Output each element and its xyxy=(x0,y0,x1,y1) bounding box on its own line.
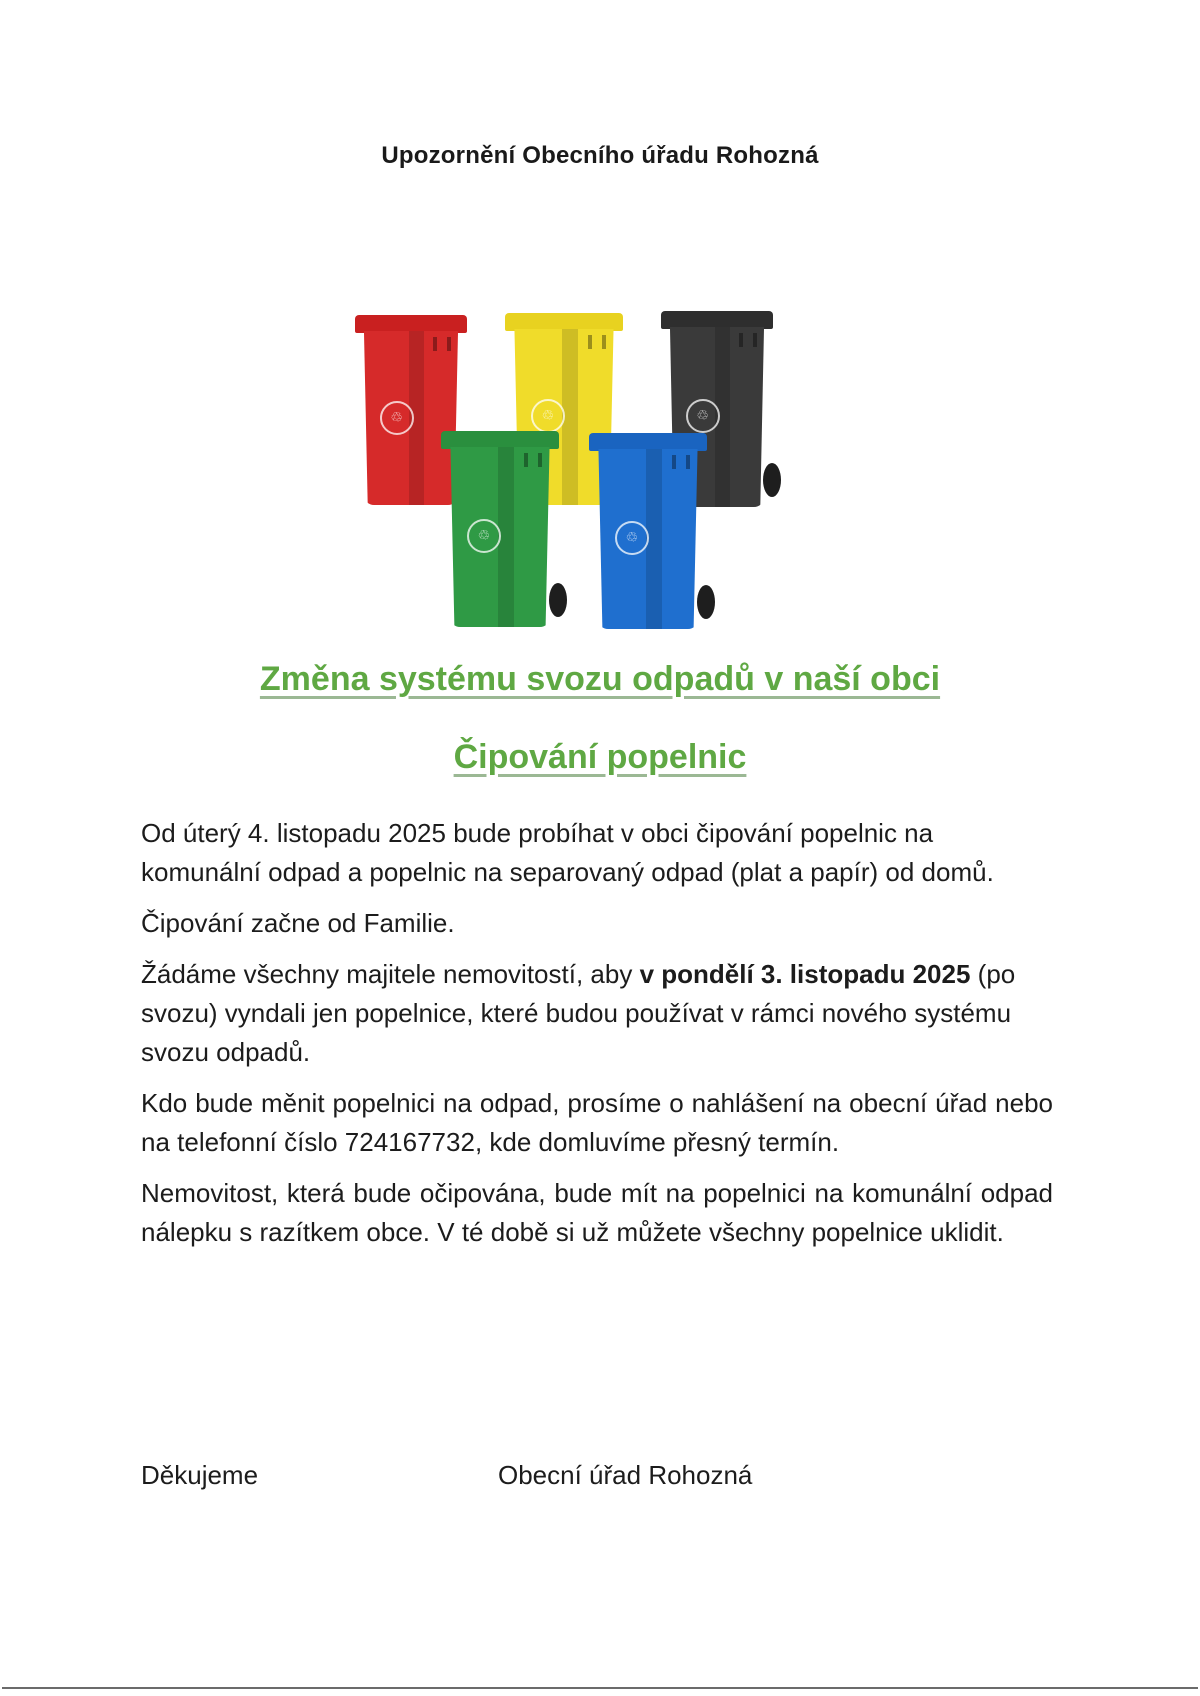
paragraph-start-area: Čipování začne od Familie. xyxy=(141,908,455,938)
trash-emblem-icon: ♲ xyxy=(686,399,720,433)
wheel-icon xyxy=(549,583,567,617)
notice-body xyxy=(141,814,1053,1264)
footer-divider xyxy=(2,1687,1198,1689)
blue-bin-icon xyxy=(589,433,707,629)
paragraph-contact: Kdo bude měnit popelnici na odpad, prosíme o nahlášení na obecní úřad nebo na telefonní číslo 724167732, kde domluvíme přesný termín. xyxy=(141,1088,1053,1157)
trash-emblem-icon: ♲ xyxy=(467,519,501,553)
wheel-icon xyxy=(763,463,781,497)
paragraph-request xyxy=(141,955,1053,1072)
main-heading: Změna systému svozu odpadů v naší obci xyxy=(259,660,941,698)
page-title: Upozornění Obecního úřadu Rohozná xyxy=(381,142,819,169)
paragraph-schedule: Od úterý 4. listopadu 2025 bude probíhat v obci čipování popelnic na komunální odpad a popelnic na separovaný odpad (plat a papír) od domů. xyxy=(141,818,994,887)
waste-bins-illustration xyxy=(355,305,795,625)
paragraph-sticker: Nemovitost, která bude očipována, bude mít na popelnici na komunální odpad nálepku s razítkem obce. V té době si už můžete všechny popelnice uklidit. xyxy=(141,1178,1053,1247)
request-text-after: (po svozu) vyndali jen popelnice, které budou používat v rámci nového systému svozu odpadů. xyxy=(141,959,1016,1067)
signature-office: Obecní úřad Rohozná xyxy=(498,1460,753,1490)
request-date-bold: v pondělí 3. listopadu 2025 xyxy=(639,959,971,989)
sub-heading: Čipování popelnic xyxy=(453,738,747,776)
request-text-before: Žádáme všechny majitele nemovitostí, aby xyxy=(141,959,640,989)
trash-emblem-icon: ♲ xyxy=(380,401,414,435)
trash-emblem-icon: ♲ xyxy=(531,399,565,433)
wheel-icon xyxy=(697,585,715,619)
green-bin-icon xyxy=(441,431,559,627)
trash-emblem-icon: ♲ xyxy=(615,521,649,555)
closing-thanks: Děkujeme xyxy=(141,1460,259,1490)
